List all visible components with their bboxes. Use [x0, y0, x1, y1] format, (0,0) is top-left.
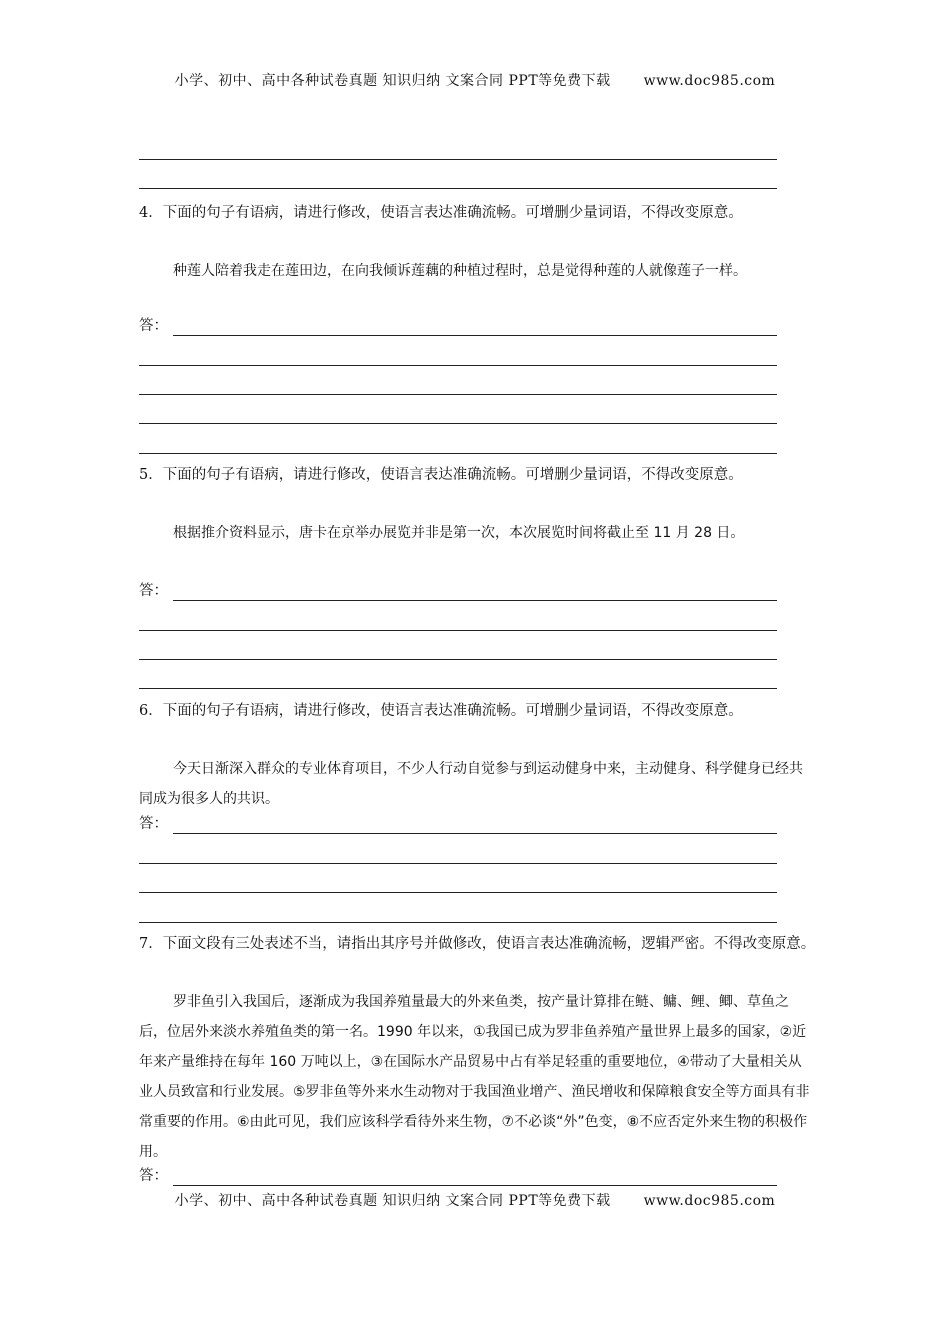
answer-line	[173, 1185, 777, 1186]
answer-line	[139, 453, 777, 454]
header-url: www.doc985.com	[643, 73, 776, 89]
answer-label: 答：	[139, 816, 168, 832]
answer-line	[139, 423, 777, 424]
question-5-answer	[139, 581, 777, 601]
answer-line	[139, 188, 777, 189]
question-4-sentence: 种莲人陪着我走在莲田边，在向我倾诉莲藕的种植过程时，总是觉得种莲的人就像莲子一样。	[173, 263, 747, 279]
answer-line	[173, 335, 777, 336]
question-7-prompt: 7．下面文段有三处表述不当，请指出其序号并做修改，使语言表达准确流畅，逻辑严密。不得改变原意。	[139, 936, 816, 952]
footer-url: www.doc985.com	[643, 1193, 776, 1209]
answer-line	[139, 630, 777, 631]
question-4-prompt: 4．下面的句子有语病，请进行修改，使语言表达准确流畅。可增删少量词语，不得改变原意。	[139, 205, 743, 221]
header-text: 小学、初中、高中各种试卷真题 知识归纳 文案合同 PPT等免费下载	[174, 73, 611, 89]
question-4-answer	[139, 316, 777, 336]
page-header	[0, 70, 950, 90]
answer-label: 答：	[139, 318, 168, 334]
answer-line	[139, 688, 777, 689]
answer-label: 答：	[139, 583, 168, 599]
question-6-answer	[139, 814, 777, 834]
answer-line	[139, 159, 777, 160]
answer-line	[139, 863, 777, 864]
question-7-answer	[139, 1166, 777, 1186]
answer-label: 答：	[139, 1168, 168, 1184]
question-6-prompt: 6．下面的句子有语病，请进行修改，使语言表达准确流畅。可增删少量词语，不得改变原意。	[139, 703, 743, 719]
question-7-sentence: 罗非鱼引入我国后，逐渐成为我国养殖量最大的外来鱼类，按产量计算排在鲢、鳙、鲤、鲫、草鱼之后，位居外来淡水养殖鱼类的第一名。1990 年以来，①我国已成为罗非鱼养殖产量世界上最多的国家，②近年来产量维持在每年 160 万吨以上，③在国际水产品贸易中占有举足轻重的重要地位，④带动了大量相关从业人员致富和行业发展。⑤罗非鱼等外来水生动物对于我国渔业增产、渔民增收和保障粮食安全等方面具有非常重要的作用。⑥由此可见，我们应该科学看待外来生物，⑦不必谈“外”色变，⑧不应否定外来生物的积极作用。	[139, 994, 810, 1160]
footer-text: 小学、初中、高中各种试卷真题 知识归纳 文案合同 PPT等免费下载	[174, 1193, 611, 1209]
question-6-sentence: 今天日渐深入群众的专业体育项目，不少人行动自觉参与到运动健身中来，主动健身、科学健身已经共同成为很多人的共识。	[139, 761, 803, 807]
answer-line	[173, 600, 777, 601]
question-5-sentence: 根据推介资料显示，唐卡在京举办展览并非是第一次，本次展览时间将截止至 11 月 28 日。	[173, 525, 745, 541]
answer-line	[139, 922, 777, 923]
page-footer	[0, 1190, 950, 1210]
answer-line	[139, 659, 777, 660]
answer-line	[139, 892, 777, 893]
answer-line	[139, 365, 777, 366]
answer-line	[173, 833, 777, 834]
question-5-prompt: 5．下面的句子有语病，请进行修改，使语言表达准确流畅。可增删少量词语，不得改变原意。	[139, 467, 743, 483]
answer-line	[139, 394, 777, 395]
